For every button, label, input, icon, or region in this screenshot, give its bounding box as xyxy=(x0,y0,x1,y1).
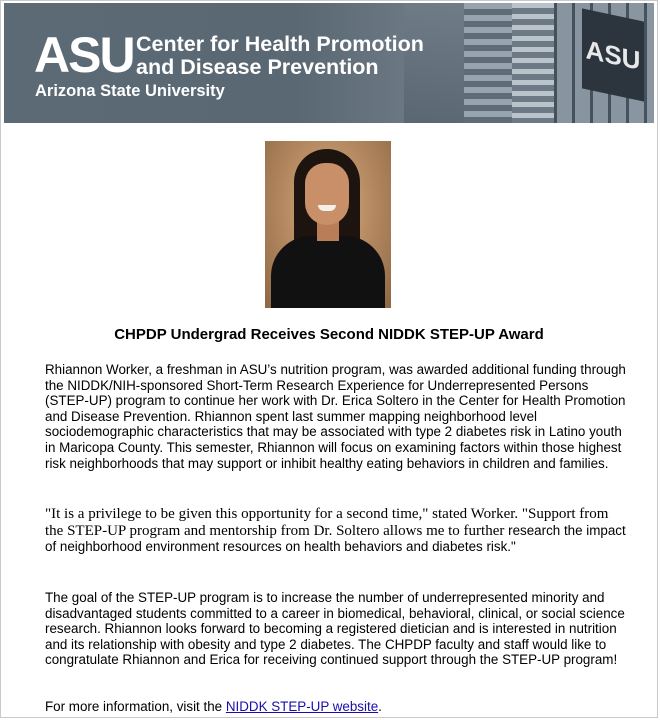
article-headline: CHPDP Undergrad Receives Second NIDDK STEP-UP Award xyxy=(114,326,544,343)
portrait-shirt xyxy=(271,236,385,308)
building-shape xyxy=(404,3,464,123)
building-shape xyxy=(464,3,512,123)
center-title-line2: and Disease Prevention xyxy=(136,55,379,79)
quote-serif-text: "It is a privilege to be given this opportunity for a second time," stated Worker. "Support from the STEP-UP program and mentorship from Dr. Soltero allows me to further xyxy=(45,506,609,539)
portrait-face xyxy=(305,163,349,225)
quote-sans-text: research the impact of neighborhood environment resources on health behaviors and diabetes risk." xyxy=(45,522,626,555)
student-portrait xyxy=(265,141,391,308)
header-banner xyxy=(4,3,654,123)
more-info-line xyxy=(45,699,630,715)
asu-logo: ASU xyxy=(34,27,134,83)
more-info-suffix: . xyxy=(378,699,382,714)
article-paragraph-3: The goal of the STEP-UP program is to increase the number of underrepresented minority and disadvantaged students committed to a career in biomedical, behavioral, clinical, or social science research. Rhiannon looks forward to becoming a registered dietician and is interested in nutrition and its relationship with obesity and type 2 diabetes. The CHPDP faculty and staff would like to congratulate Rhiannon and Erica for receiving continued support through the STEP-UP program! xyxy=(45,590,625,668)
step-up-website-link[interactable]: NIDDK STEP-UP website xyxy=(225,699,379,714)
article-paragraph-1: Rhiannon Worker, a freshman in ASU’s nutrition program, was awarded additional funding through the NIDDK/NIH-sponsored Short-Term Research Experience for Underrepresented Persons (STEP-UP) program to continue her work with Dr. Erica Soltero in the Center for Health Promotion and Disease Prevention. Rhiannon spent last summer mapping neighborhood level sociodemographic characteristics that may be associated with type 2 diabetes risk in Latino youth in Maricopa County. This semester, Rhiannon will focus on examining factors within those highest risk neighborhoods that may support or inhibit healthy eating behaviors in children and families. xyxy=(45,362,626,471)
university-name: Arizona State University xyxy=(35,82,225,100)
center-title-line1: Center for Health Promotion xyxy=(136,32,424,56)
article-quote-paragraph xyxy=(45,506,630,555)
building-sign-logo: ASU xyxy=(582,8,644,101)
building-shape xyxy=(512,3,554,123)
more-info-prefix: For more information, visit the xyxy=(45,699,226,714)
